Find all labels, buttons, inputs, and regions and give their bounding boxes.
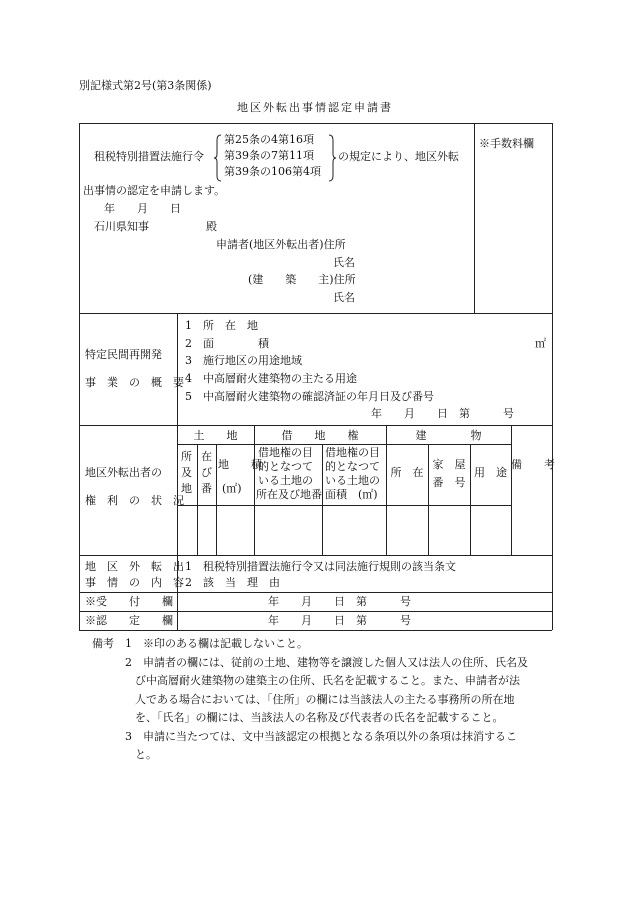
note-item: と。 — [135, 748, 157, 761]
col-location: 地 — [181, 482, 192, 495]
rights-label: 権 利 の 状 況 — [85, 494, 184, 507]
col-building-use: 用 途 — [474, 466, 507, 479]
col-area-unit: (㎡) — [222, 482, 242, 495]
clause-text-cont: 出事情の認定を申請します。 — [83, 184, 226, 197]
col-lease-location: いる土地の — [258, 474, 313, 487]
project-item: 1 所 在 地 — [185, 319, 258, 332]
col-lease-area: 面積 (㎡) — [325, 488, 378, 501]
rights-label: 地区外転出者の — [85, 466, 162, 479]
form-title: 地区外転出事情認定申請書 — [237, 101, 393, 114]
note-item: 1 ※印のある欄は記載しないこと。 — [125, 637, 308, 650]
note-item: び中高層耐火建築物の建築主の住所、氏名を記載すること。また、申請者が法 — [135, 674, 520, 687]
reason-item: 2 該 当 理 由 — [185, 576, 280, 589]
reason-label: 事 情 の 内 容 — [85, 576, 184, 589]
col-lot: び — [201, 466, 212, 479]
article-option: 第39条の7第11項 — [224, 149, 314, 162]
receipt-label: ※受 付 欄 — [85, 595, 173, 608]
note-item: を、「氏名」の欄には、当該法人の名称及び代表者の氏名を記載すること。 — [135, 711, 504, 724]
col-location: 所 — [181, 450, 192, 463]
col-area: 地 積 — [218, 458, 262, 471]
col-lease-location: 借地権の目 — [258, 446, 313, 459]
date-line: 年 月 日 — [104, 202, 181, 215]
col-building-location: 所 在 — [390, 466, 424, 479]
col-lot: 番 — [201, 482, 212, 495]
reason-item: 1 租税特別措置法施行令又は同法施行規則の該当条文 — [185, 560, 456, 573]
land-header: 土 地 — [193, 429, 238, 442]
col-building-number: 家 屋 — [432, 458, 466, 471]
addressee: 石川県知事 — [94, 220, 149, 233]
area-unit: ㎡ — [535, 337, 546, 350]
builder-name-label: 氏名 — [333, 291, 355, 304]
project-label: 特定民間再開発 — [85, 348, 162, 361]
col-lease-location: 所在及び地番 — [256, 488, 322, 501]
law-name: 租税特別措置法施行令 — [94, 150, 204, 163]
article-option: 第39条の106第4項 — [224, 165, 321, 178]
col-lease-area: 的となつて — [325, 460, 380, 473]
project-item: 5 中高層耐火建築物の確認済証の年月日及び番号 — [185, 390, 434, 403]
reason-label: 地 区 外 転 出 — [85, 560, 184, 573]
article-option: 第25条の4第16項 — [224, 133, 314, 146]
remarks-header: 備 考 — [511, 458, 555, 471]
notes-heading: 備考 — [92, 637, 114, 650]
project-label: 事 業 の 概 要 — [85, 376, 184, 389]
right-brace-icon — [328, 134, 336, 182]
fee-field-label: ※手数料欄 — [479, 137, 534, 150]
col-lot: 在 — [201, 450, 212, 463]
project-item: 3 施行地区の用途地域 — [185, 354, 302, 367]
approval-line: 年 月 日 第 号 — [268, 614, 411, 627]
left-brace-icon — [214, 134, 222, 182]
leasehold-header: 借 地 権 — [281, 429, 359, 442]
builder-address-label: (建 築 主)住所 — [248, 273, 356, 286]
confirmation-date-number: 年 月 日 第 号 — [371, 407, 514, 420]
col-building-number: 番 号 — [432, 476, 466, 489]
clause-text: の規定により、地区外転 — [338, 150, 459, 163]
col-lease-area: 借地権の目 — [325, 446, 380, 459]
note-item: 人である場合においては、「住所」の欄には当該法人の主たる事務所の所在地 — [135, 693, 515, 706]
form-header-label: 別記様式第2号(第3条関係) — [79, 79, 212, 92]
approval-label: ※認 定 欄 — [85, 614, 173, 627]
project-item: 4 中高層耐火建築物の主たる用途 — [185, 372, 357, 385]
col-lease-location: 的となつて — [258, 460, 313, 473]
honorific: 殿 — [206, 220, 217, 233]
note-item: 2 申請者の欄には、従前の土地、建物等を譲渡した個人又は法人の住所、氏名及 — [125, 656, 528, 669]
project-item: 2 面 積 — [185, 337, 269, 350]
col-location: 及 — [181, 466, 192, 479]
building-header: 建 物 — [415, 429, 482, 442]
receipt-line: 年 月 日 第 号 — [268, 595, 411, 608]
applicant-address-label: 申請者(地区外転出者)住所 — [216, 238, 346, 251]
col-lease-area: いる土地の — [325, 474, 380, 487]
note-item: 3 申請に当たつては、文中当該認定の根拠となる条項以外の条項は抹消するこ — [125, 730, 517, 743]
applicant-name-label: 氏名 — [333, 256, 355, 269]
